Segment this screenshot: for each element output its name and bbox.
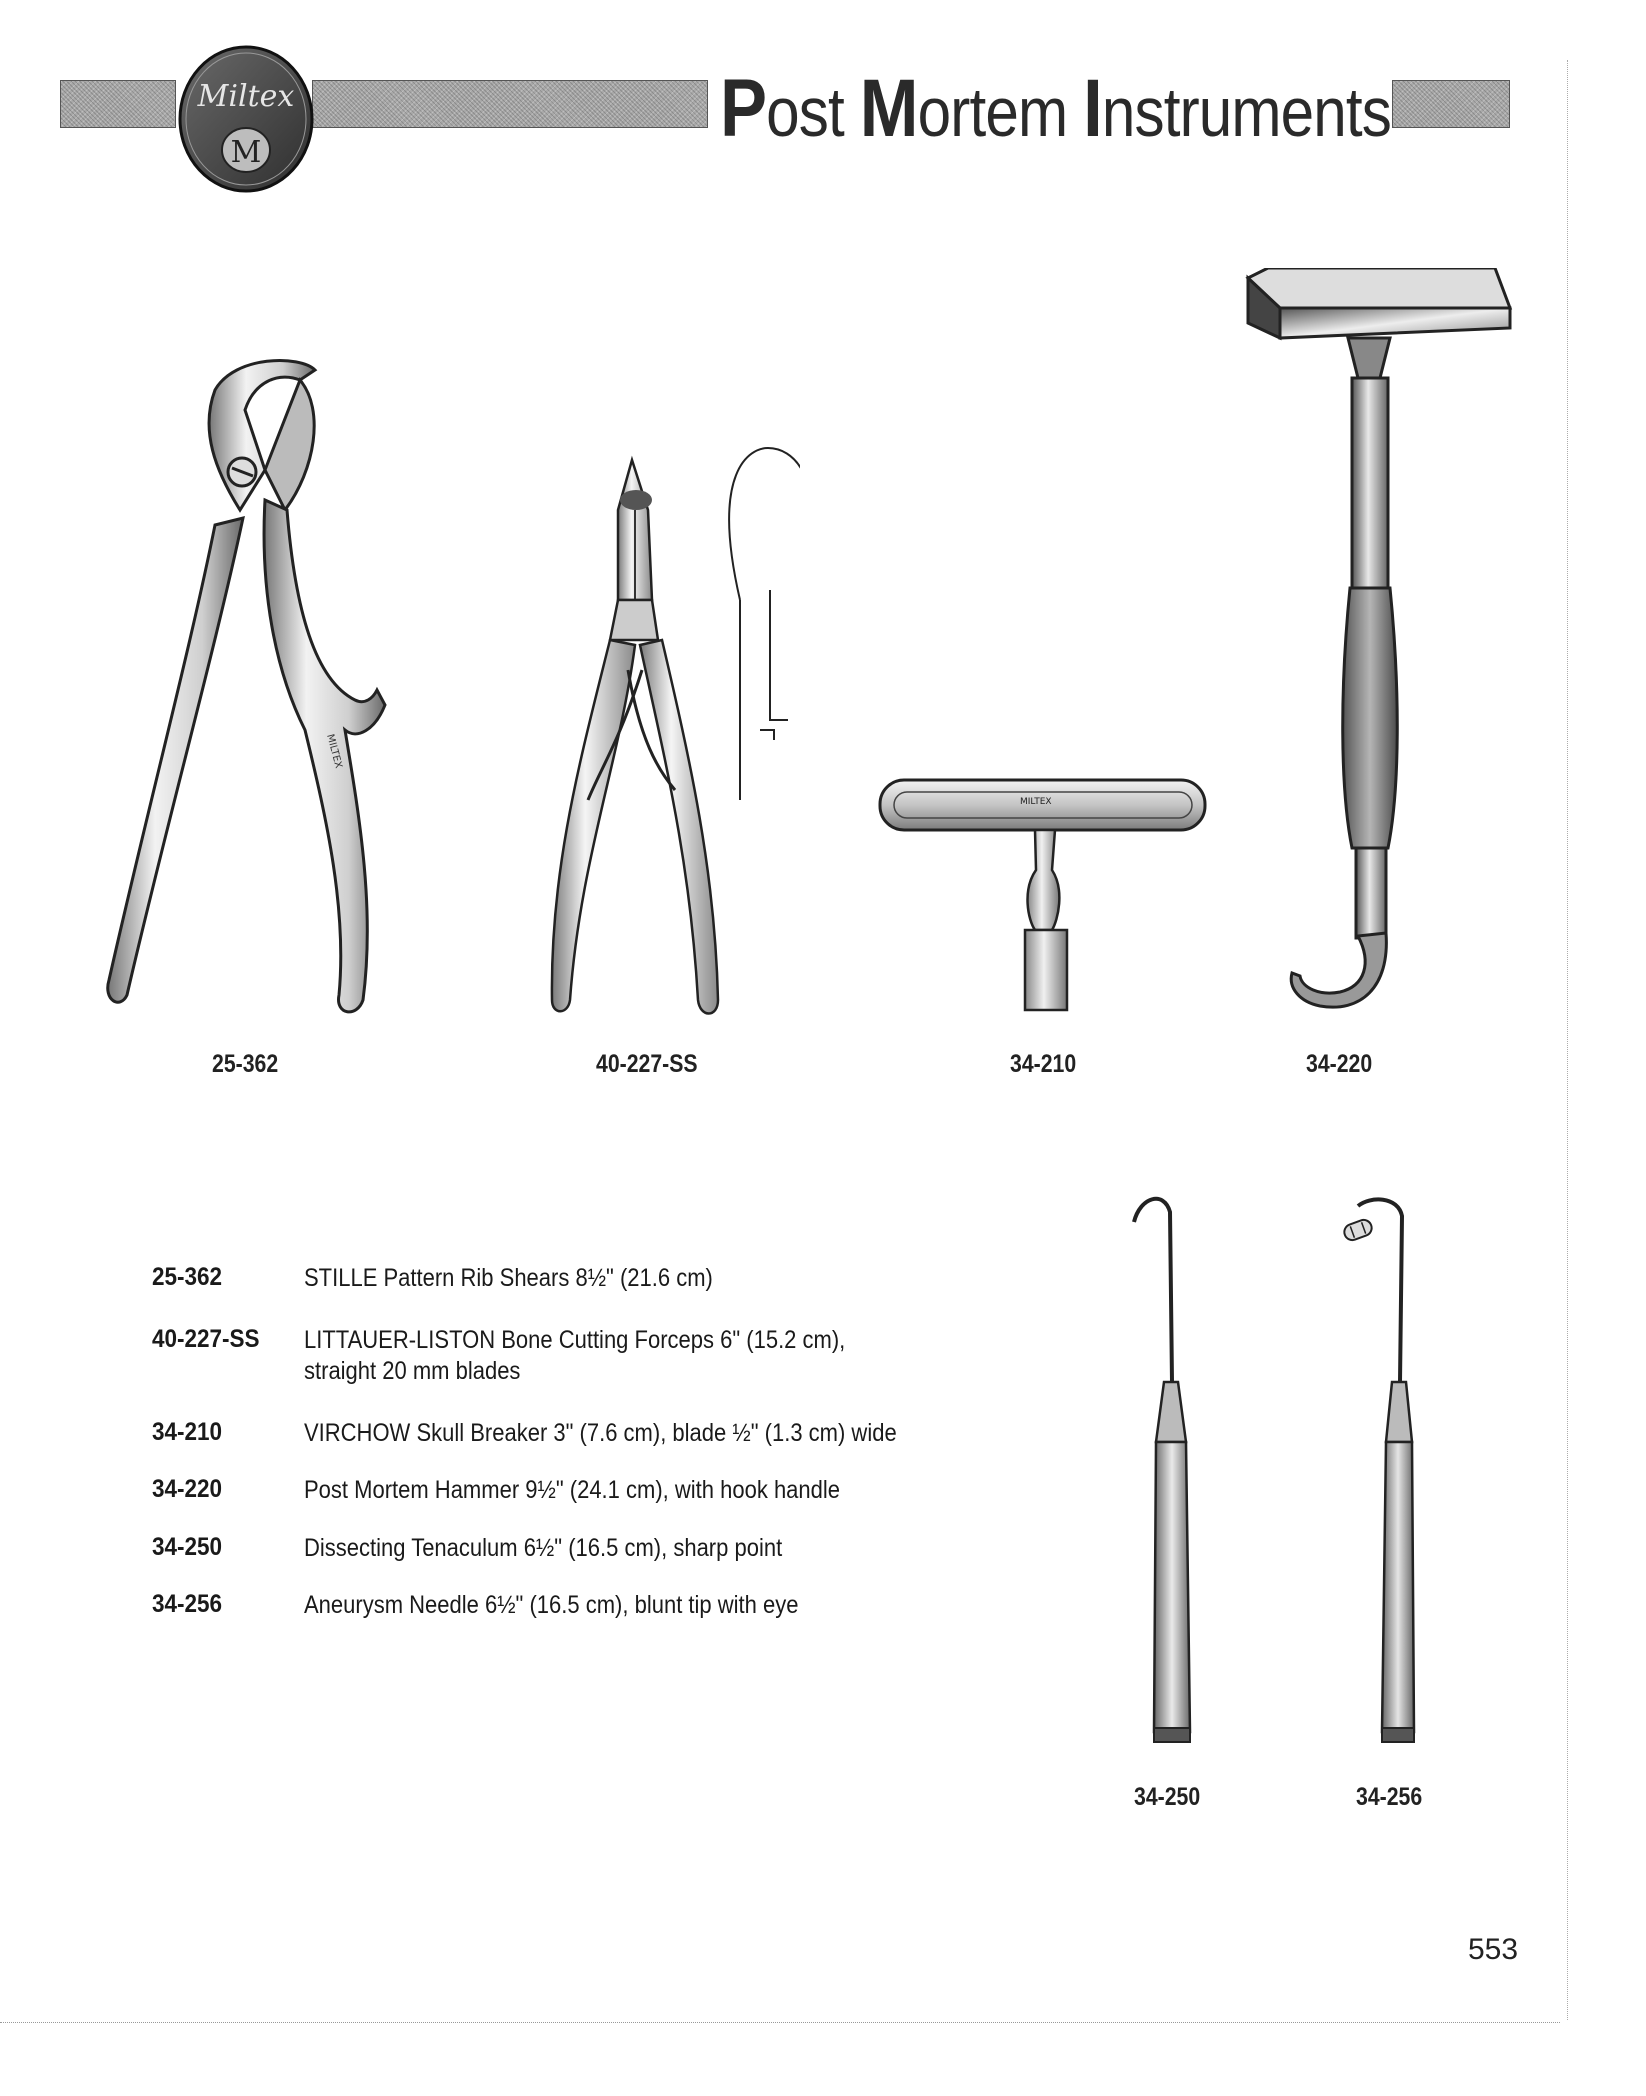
figure-label-34-256: 34-256 — [1356, 1783, 1423, 1811]
svg-text:MILTEX: MILTEX — [1020, 797, 1052, 807]
figure-label-34-210: 34-210 — [1010, 1050, 1077, 1078]
page-number: 553 — [1468, 1933, 1519, 1966]
svg-text:Miltex: Miltex — [197, 79, 295, 114]
figure-label-25-362: 25-362 — [212, 1050, 279, 1078]
miltex-logo — [176, 44, 316, 194]
page-title: Post Mortem Instruments — [720, 63, 1392, 154]
post-mortem-hammer-icon — [1240, 268, 1530, 1028]
skull-breaker-icon — [860, 770, 1220, 1030]
product-description: LITTAUER-LISTON Bone Cutting Forceps 6" (15.2 cm), straight 20 mm blades — [304, 1326, 846, 1385]
product-description: Post Mortem Hammer 9½" (24.1 cm), with hook handle — [304, 1476, 841, 1504]
tenaculum-icon — [1130, 1192, 1210, 1762]
header-bar-middle — [312, 80, 708, 128]
product-code: 34-210 — [152, 1418, 223, 1446]
svg-text:M: M — [230, 135, 262, 170]
svg-text:MILTEX: MILTEX — [324, 732, 344, 770]
rib-shears-icon — [95, 350, 425, 1030]
page-bottom-rule — [0, 2022, 1560, 2023]
figure-label-34-250: 34-250 — [1134, 1783, 1201, 1811]
product-code: 34-250 — [152, 1533, 223, 1561]
product-code: 34-256 — [152, 1590, 223, 1618]
aneurysm-needle-icon — [1340, 1192, 1430, 1762]
product-description: Aneurysm Needle 6½" (16.5 cm), blunt tip with eye — [304, 1591, 799, 1619]
figure-label-34-220: 34-220 — [1306, 1050, 1373, 1078]
product-description: STILLE Pattern Rib Shears 8½" (21.6 cm) — [304, 1264, 713, 1292]
product-description: Dissecting Tenaculum 6½" (16.5 cm), sharp point — [304, 1534, 783, 1562]
bone-cutting-forceps-icon — [540, 440, 800, 1040]
product-code: 25-362 — [152, 1263, 223, 1291]
header-bar-right — [1392, 80, 1510, 128]
product-code: 40-227-SS — [152, 1325, 260, 1353]
product-code: 34-220 — [152, 1475, 223, 1503]
product-description: VIRCHOW Skull Breaker 3" (7.6 cm), blade ½" (1.3 cm) wide — [304, 1419, 897, 1447]
header-bar-left — [60, 80, 176, 128]
figure-label-40-227-SS: 40-227-SS — [596, 1050, 698, 1078]
page-edge-rule — [1567, 60, 1568, 2020]
